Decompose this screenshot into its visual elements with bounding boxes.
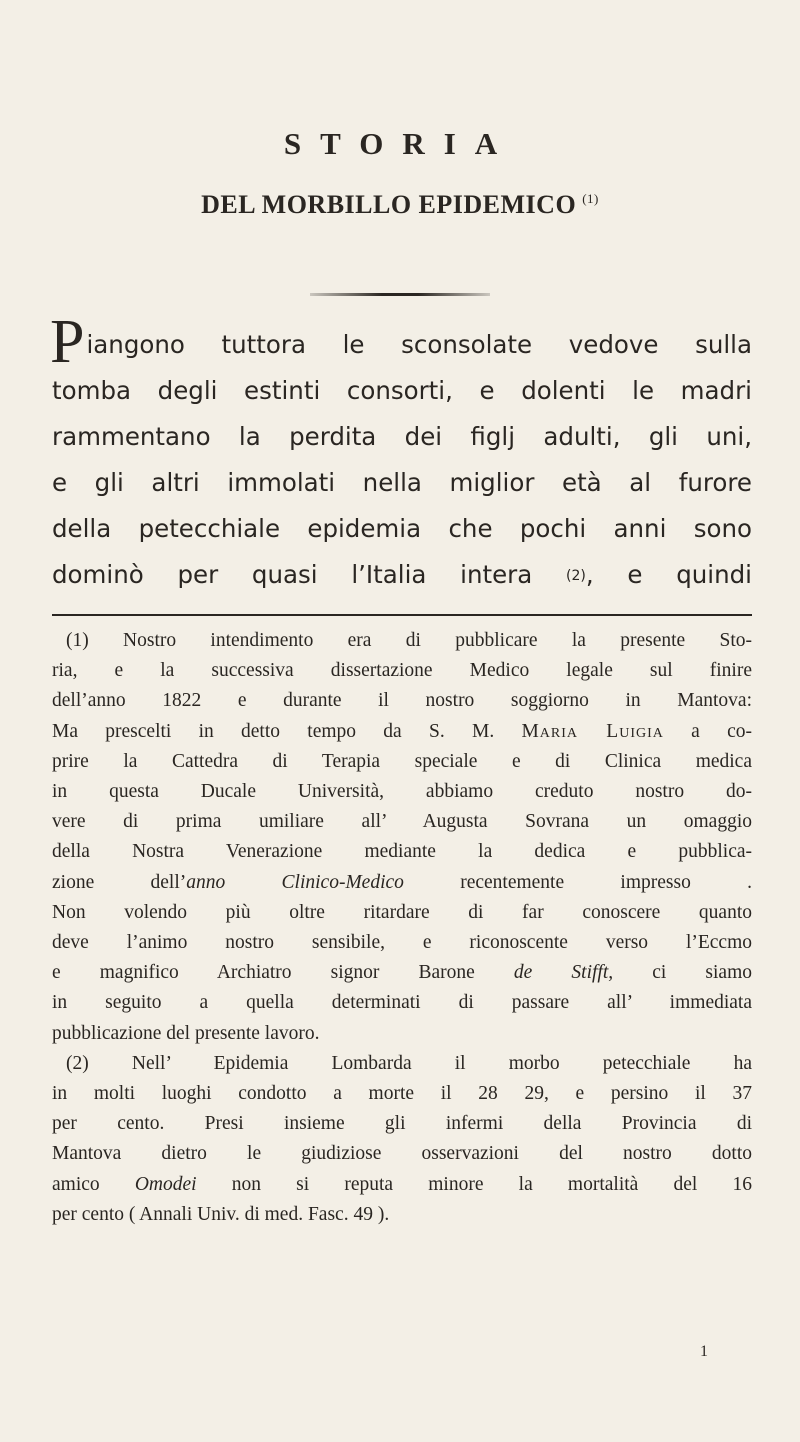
footnote-line: per cento ( Annali Univ. di med. Fasc. 49 ). — [52, 1203, 390, 1225]
drop-cap: P — [50, 308, 85, 376]
footnotes — [52, 626, 752, 1230]
line-text: amico — [52, 1173, 135, 1195]
line-text: Ma prescelti in detto tempo da S. M. — [52, 720, 522, 742]
page-number: 1 — [700, 1343, 708, 1360]
sovereign-name: Maria Luigia — [521, 720, 664, 742]
footnote-line: per cento. Presi insieme gli infermi della Provincia di — [52, 1113, 752, 1135]
footnote-line: Mantova dietro le giudiziose osservazioni del nostro dotto — [52, 1143, 752, 1165]
line-text: zione dell’ — [52, 871, 187, 893]
footnote-line: dell’anno 1822 e durante il nostro soggiorno in Mantova: — [52, 690, 752, 712]
footnote-ref: (2) — [566, 568, 586, 584]
paragraph-line: rammentano la perdita dei figlj adulti, gli uni, — [52, 422, 752, 451]
footnote-line: (2) Nell’ Epidemia Lombarda il morbo petecchiale ha — [66, 1052, 752, 1074]
work-title: anno Clinico-Medico — [186, 871, 404, 893]
line-text: e magnifico Archiatro signor Barone — [52, 962, 514, 984]
footnote-line: vere di prima umiliare all’ Augusta Sovrana un omaggio — [52, 811, 752, 833]
paragraph-line: della petecchiale epidemia che pochi anni sono — [52, 514, 752, 543]
footnote-line: Non volendo più oltre ritardare di far conoscere quanto — [52, 901, 752, 923]
line-text: , e quindi — [585, 560, 752, 589]
person-name: de Stifft, — [513, 962, 614, 984]
paragraph-line — [52, 552, 752, 599]
footnote-line: pubblicazione del presente lavoro. — [52, 1022, 320, 1044]
title-divider — [310, 293, 490, 296]
line-text: a co- — [663, 720, 752, 742]
paragraph-line: iangono tuttora le sconsolate vedove sulla — [86, 330, 752, 359]
footnote-line: in questa Ducale Università, abbiamo creduto nostro do- — [52, 781, 752, 803]
footnote-line: in molti luoghi condotto a morte il 28 29, e persino il 37 — [52, 1083, 752, 1105]
page-title: STORIA — [283, 126, 517, 161]
subtitle-text: DEL MORBILLO EPIDEMICO — [201, 190, 577, 219]
footnote-line — [52, 717, 752, 747]
line-text: recentemente impresso . — [403, 871, 752, 893]
footnote-line — [52, 1170, 752, 1200]
footnote-line: ria, e la successiva dissertazione Medico legale sul finire — [52, 660, 752, 682]
person-name: Omodei — [134, 1173, 197, 1195]
footnote-divider — [52, 614, 752, 616]
footnote-line — [52, 868, 752, 898]
main-paragraph — [50, 308, 752, 599]
footnote-line: della Nostra Venerazione mediante la dedica e pubblica- — [52, 841, 752, 863]
footnote-line: in seguito a quella determinati di passare all’ immediata — [52, 992, 752, 1014]
footnote-line: prire la Cattedra di Terapia speciale e di Clinica medica — [52, 750, 752, 772]
line-text: dominò per quasi l’Italia intera — [52, 560, 533, 589]
line-text: ci siamo — [613, 962, 752, 984]
footnote-line: (1) Nostro intendimento era di pubblicare la presente Sto- — [66, 630, 752, 651]
footnote-line: deve l’animo nostro sensibile, e riconoscente verso l’Eccmo — [52, 932, 752, 954]
line-text: non si reputa minore la mortalità del 16 — [196, 1173, 752, 1195]
paragraph-line: tomba degli estinti consorti, e dolenti le madri — [52, 376, 752, 405]
paragraph-line: e gli altri immolati nella miglior età al furore — [52, 468, 752, 497]
page-subtitle — [0, 190, 800, 220]
footnote-line — [52, 958, 752, 988]
subtitle-note-marker: (1) — [582, 191, 599, 206]
